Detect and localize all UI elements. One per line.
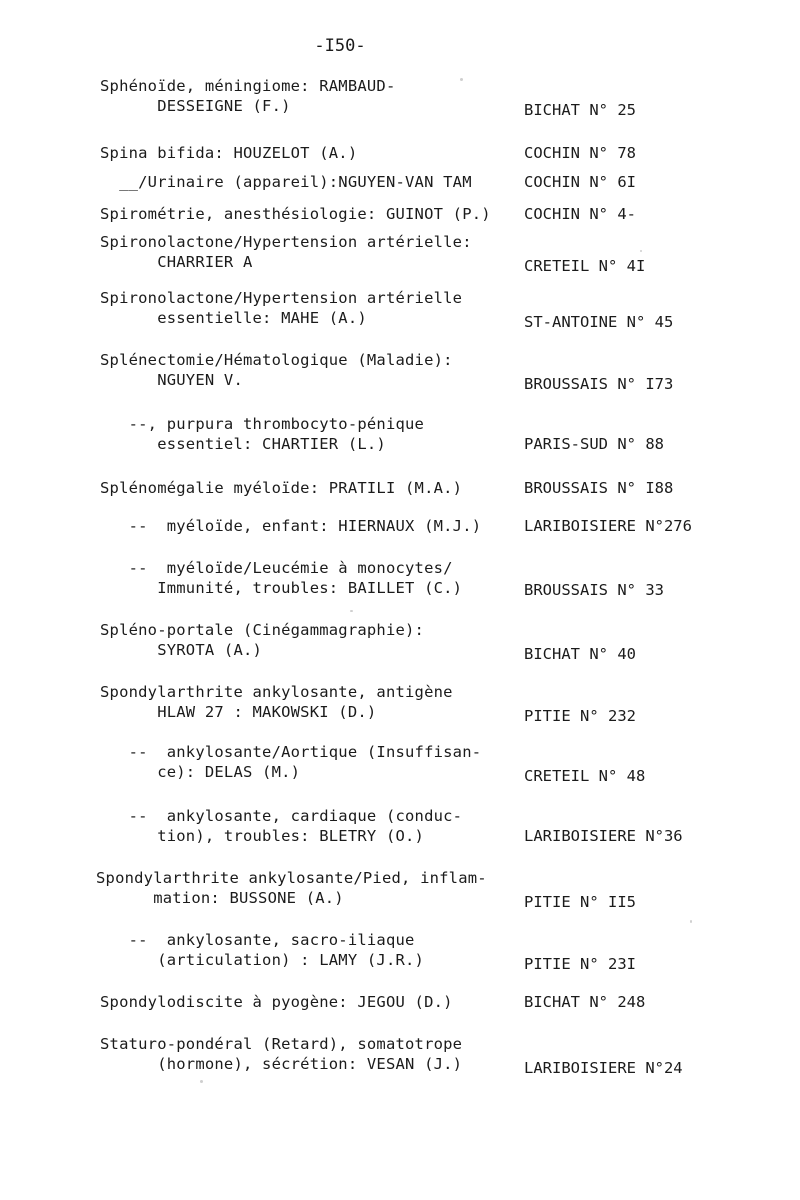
entry-line: Spironolactone/Hypertension artérielle: (100, 233, 472, 251)
entry-line: (hormone), sécrétion: VESAN (J.) (100, 1055, 463, 1073)
entry-reference: COCHIN N° 78 (524, 144, 636, 162)
entry-line: -- myéloïde, enfant: HIERNAUX (M.J.) (100, 517, 482, 535)
entry-line: Spironolactone/Hypertension artérielle (100, 289, 463, 307)
entry-reference: LARIBOISIERE N°36 (524, 827, 683, 845)
entry-line: Spina bifida: HOUZELOT (A.) (100, 144, 358, 162)
entry-reference: PITIE N° 23I (524, 955, 636, 973)
entry-line: tion), troubles: BLETRY (O.) (100, 827, 425, 845)
entry-line: Spondylarthrite ankylosante, antigène (100, 683, 453, 701)
entry-line: mation: BUSSONE (A.) (96, 889, 344, 907)
entry-line: Splénectomie/Hématologique (Maladie): (100, 351, 453, 369)
entry-reference: PITIE N° II5 (524, 893, 636, 911)
entry-line: (articulation) : LAMY (J.R.) (100, 951, 425, 969)
entry-line: Spondylodiscite à pyogène: JEGOU (D.) (100, 993, 453, 1011)
scan-speck (640, 250, 642, 252)
entry-reference: BROUSSAIS N° I88 (524, 479, 674, 497)
entry-reference: CRETEIL N° 4I (524, 257, 646, 275)
entry-reference: BICHAT N° 40 (524, 645, 636, 663)
entry-reference: LARIBOISIERE N°276 (524, 517, 692, 535)
entry-line: essentielle: MAHE (A.) (100, 309, 367, 327)
entry-line: -- ankylosante, cardiaque (conduc- (100, 807, 463, 825)
entry-reference: PITIE N° 232 (524, 707, 636, 725)
entry-line: DESSEIGNE (F.) (100, 97, 291, 115)
entry-reference: BROUSSAIS N° 33 (524, 581, 664, 599)
entry-line: __/Urinaire (appareil):NGUYEN-VAN TAM (100, 173, 472, 191)
scan-speck (350, 610, 353, 612)
entry-reference: PARIS-SUD N° 88 (524, 435, 664, 453)
entry-reference: BICHAT N° 248 (524, 993, 646, 1011)
page-number: -I50- (314, 36, 366, 56)
entry-line: essentiel: CHARTIER (L.) (100, 435, 386, 453)
entry-reference: BROUSSAIS N° I73 (524, 375, 674, 393)
entry-reference: COCHIN N° 4- (524, 205, 636, 223)
entry-line: Splénomégalie myéloïde: PRATILI (M.A.) (100, 479, 463, 497)
entry-line: -- myéloïde/Leucémie à monocytes/ (100, 559, 453, 577)
entry-reference: ST-ANTOINE N° 45 (524, 313, 674, 331)
entry-line: --, purpura thrombocyto-pénique (100, 415, 425, 433)
entry-reference: LARIBOISIERE N°24 (524, 1059, 683, 1077)
scan-speck (200, 1080, 203, 1083)
entry-line: Sphénoïde, méningiome: RAMBAUD- (100, 77, 396, 95)
entry-reference: CRETEIL N° 48 (524, 767, 646, 785)
scan-speck (460, 78, 463, 81)
entry-line: NGUYEN V. (100, 371, 243, 389)
entry-line: HLAW 27 : MAKOWSKI (D.) (100, 703, 377, 721)
entry-line: Spondylarthrite ankylosante/Pied, inflam- (96, 869, 487, 887)
entry-reference: BICHAT N° 25 (524, 101, 636, 119)
entry-line: SYROTA (A.) (100, 641, 263, 659)
entry-line: Spirométrie, anesthésiologie: GUINOT (P.) (100, 205, 491, 223)
entry-line: Immunité, troubles: BAILLET (C.) (100, 579, 463, 597)
entry-line: Spléno-portale (Cinégammagraphie): (100, 621, 425, 639)
entry-line: Staturo-pondéral (Retard), somatotrope (100, 1035, 463, 1053)
entry-line: CHARRIER A (100, 253, 253, 271)
scan-speck (690, 920, 692, 923)
entry-line: -- ankylosante, sacro-iliaque (100, 931, 415, 949)
entry-reference: COCHIN N° 6I (524, 173, 636, 191)
entry-line: ce): DELAS (M.) (100, 763, 301, 781)
entry-line: -- ankylosante/Aortique (Insuffisan- (100, 743, 482, 761)
